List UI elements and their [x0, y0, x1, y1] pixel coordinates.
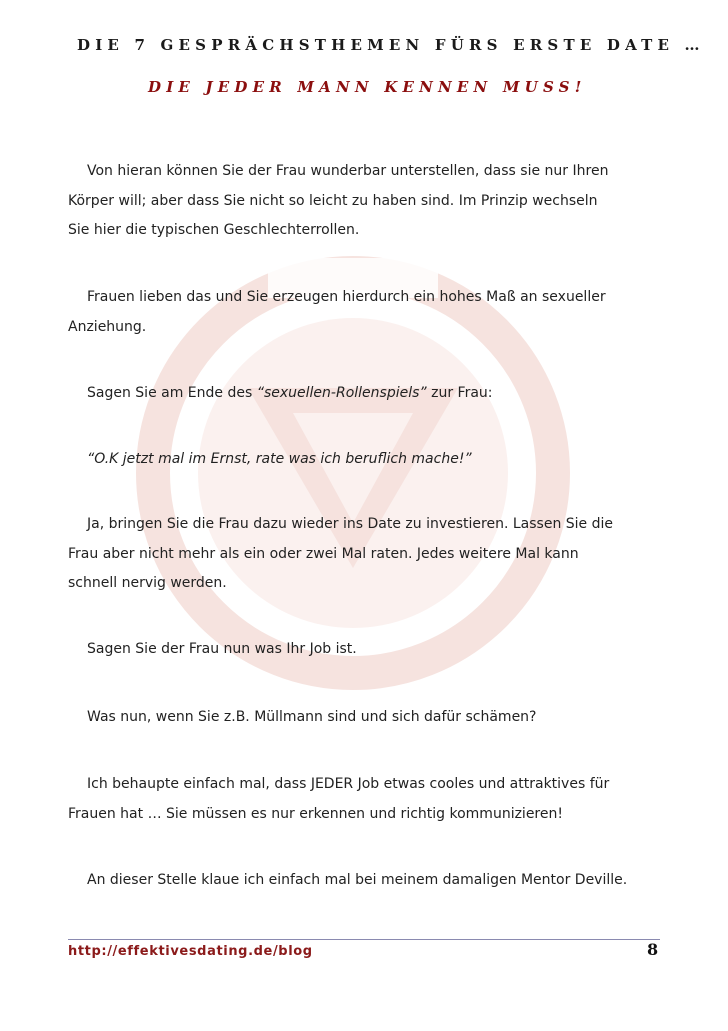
text-line: Frauen lieben das und Sie erzeugen hierdurch ein hohes Maß an sexueller [87, 289, 606, 305]
text-line: Ich behaupte einfach mal, dass JEDER Job etwas cooles und attraktives für [87, 776, 610, 792]
paragraph-1 [68, 157, 668, 246]
text-line: Körper will; aber dass Sie nicht so leicht zu haben sind. Im Prinzip wechseln [68, 192, 598, 209]
text-line [68, 379, 668, 409]
text-line: Was nun, wenn Sie z.B. Müllmann sind und sich dafür schämen? [87, 709, 537, 725]
paragraph-6 [68, 635, 668, 665]
text-line: Frauen hat … Sie müssen es nur erkennen und richtig kommunizieren! [68, 805, 563, 822]
italic-phrase: “sexuellen-Rollenspiels” [256, 385, 427, 401]
text-before: Sagen Sie am Ende des [87, 385, 257, 401]
text-line: Sie hier die typischen Geschlechterrollen. [68, 222, 360, 238]
paragraph-2 [68, 283, 668, 342]
quote-line: “O.K jetzt mal im Ernst, rate was ich beruflich mache!” [87, 451, 472, 467]
page-number: 8 [647, 940, 659, 959]
paragraph-3 [68, 379, 668, 409]
header-subtitle: DIE JEDER MANN KENNEN MUSS! [148, 78, 587, 96]
text-line: schnell nervig werden. [68, 575, 227, 591]
text-after: zur Frau: [426, 385, 493, 401]
text-line: Von hieran können Sie der Frau wunderbar unterstellen, dass sie nur Ihren [87, 163, 609, 179]
paragraph-8 [68, 770, 668, 829]
text-line: An dieser Stelle klaue ich einfach mal bei meinem damaligen Mentor Deville. [87, 872, 628, 888]
text-line: Frau aber nicht mehr als ein oder zwei Mal raten. Jedes weitere Mal kann [68, 545, 579, 562]
footer-blog-link[interactable]: http://effektivesdating.de/blog [68, 944, 313, 959]
text-line: Sagen Sie der Frau nun was Ihr Job ist. [87, 641, 357, 657]
text-line: Ja, bringen Sie die Frau dazu wieder ins Date zu investieren. Lassen Sie die [87, 516, 614, 532]
paragraph-4-quote [68, 445, 668, 475]
paragraph-5 [68, 510, 668, 599]
header-title: DIE 7 GESPRÄCHSTHEMEN FÜRS ERSTE DATE … [77, 36, 705, 54]
text-line: Anziehung. [68, 318, 147, 335]
paragraph-9 [68, 866, 668, 896]
paragraph-7 [68, 703, 668, 733]
footer-divider [68, 939, 660, 940]
